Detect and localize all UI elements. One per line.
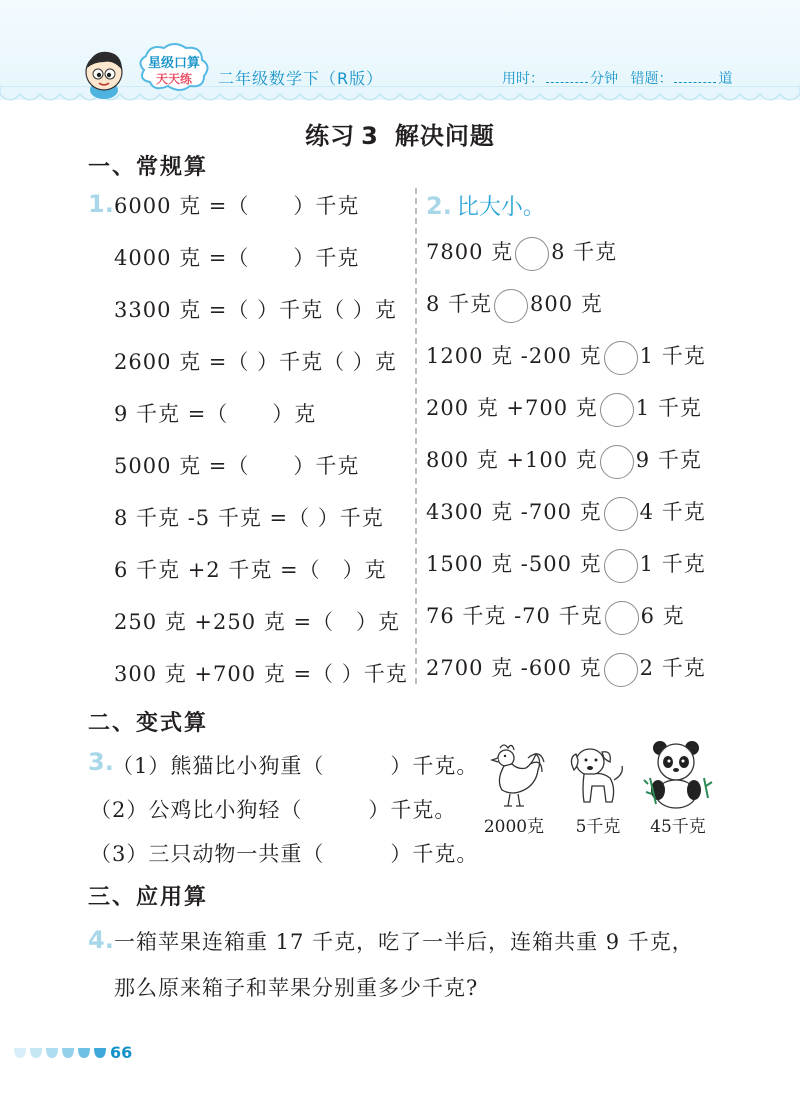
book-subtitle: 二年级数学下（R版） — [218, 69, 384, 88]
question-number-1: 1. — [88, 190, 114, 218]
page-number: 66 — [110, 1043, 133, 1062]
q1-row: 3300 克 =（ ）千克（ ）克 — [114, 298, 397, 322]
answer-circle[interactable] — [604, 549, 638, 583]
question-number-3: 3. — [88, 748, 114, 776]
q2-right: 800 克 — [530, 292, 603, 316]
q4-line-2: 那么原来箱子和苹果分别重多少千克? — [114, 976, 479, 1000]
section-heading-1: 一、常规算 — [88, 155, 209, 180]
title-prefix: 练习 — [305, 122, 356, 150]
time-unit: 分钟 — [590, 71, 618, 87]
panda-icon — [642, 738, 716, 810]
panda-weight: 45千克 — [650, 817, 706, 837]
q2-row — [426, 288, 603, 323]
answer-circle[interactable] — [604, 497, 638, 531]
rooster-weight: 2000克 — [483, 817, 545, 837]
q3-item: （3）三只动物一共重（ ）千克。 — [90, 842, 479, 866]
q2-right: 8 千克 — [551, 240, 618, 264]
section-heading-3: 三、应用算 — [88, 885, 209, 910]
page-title — [0, 116, 800, 151]
q2-label: 比大小。 — [456, 195, 545, 220]
answer-circle[interactable] — [604, 341, 638, 375]
answer-circle[interactable] — [605, 601, 639, 635]
time-error-record — [502, 68, 732, 88]
puppy-weight: 5千克 — [575, 817, 621, 837]
q2-left: 4300 克 -700 克 — [426, 500, 602, 524]
q2-left: 1200 克 -200 克 — [426, 344, 602, 368]
puppy-icon — [566, 740, 630, 810]
errors-blank — [674, 68, 716, 83]
q1-row: 6 千克 +2 千克 =（ ）克 — [114, 558, 387, 582]
q4-line-1: 一箱苹果连箱重 17 千克，吃了一半后，连箱共重 9 千克， — [114, 930, 694, 954]
q2-right: 1 千克 — [639, 344, 706, 368]
q2-row — [426, 548, 706, 583]
q2-left: 76 千克 -70 千克 — [426, 604, 603, 628]
question-number-4: 4. — [88, 926, 114, 954]
question-number-2: 2. — [426, 192, 452, 220]
q1-row: 300 克 +700 克 =（ ）千克 — [114, 662, 408, 686]
brand-logo — [134, 40, 214, 96]
q2-row — [426, 444, 702, 479]
time-label: 用时： — [502, 71, 544, 87]
q3-item: （2）公鸡比小狗轻（ ）千克。 — [90, 798, 457, 822]
q2-row — [426, 392, 702, 427]
q2-left: 8 千克 — [426, 292, 493, 316]
section-heading-2: 二、变式算 — [88, 711, 209, 736]
q2-right: 9 千克 — [635, 448, 702, 472]
errors-unit: 道 — [718, 71, 733, 87]
answer-circle[interactable] — [515, 237, 549, 271]
q2-right: 1 千克 — [639, 552, 706, 576]
q2-left: 200 克 +700 克 — [426, 396, 598, 420]
answer-circle[interactable] — [604, 653, 638, 687]
title-number: 3 — [361, 122, 379, 150]
q1-row: 250 克 +250 克 =（ ）克 — [114, 610, 401, 634]
q2-right: 2 千克 — [639, 656, 706, 680]
answer-circle[interactable] — [600, 445, 634, 479]
q1-row: 2600 克 =（ ）千克（ ）克 — [114, 350, 397, 374]
q2-row — [426, 652, 706, 687]
q2-left: 2700 克 -600 克 — [426, 656, 602, 680]
q2-right: 6 克 — [640, 604, 685, 628]
answer-circle[interactable] — [600, 393, 634, 427]
q2-right: 1 千克 — [635, 396, 702, 420]
q2-row — [426, 236, 617, 271]
time-blank — [546, 68, 588, 83]
brand-line1: 星级口算 — [147, 56, 200, 71]
q2-right: 4 千克 — [639, 500, 706, 524]
q1-row: 6000 克 =（ ）千克 — [114, 194, 360, 218]
q2-left: 7800 克 — [426, 240, 514, 264]
question-2-header — [426, 190, 545, 221]
rooster-icon — [478, 740, 548, 810]
q1-row: 5000 克 =（ ）千克 — [114, 454, 360, 478]
brand-line2: 天天练 — [155, 72, 192, 86]
q2-row — [426, 496, 706, 531]
q2-left: 1500 克 -500 克 — [426, 552, 602, 576]
answer-circle[interactable] — [494, 289, 528, 323]
q2-row — [426, 600, 685, 635]
q3-item: （1）熊猫比小狗重（ ）千克。 — [112, 754, 479, 778]
q2-row — [426, 340, 706, 375]
q1-row: 9 千克 =（ ）克 — [114, 402, 317, 426]
q1-row: 8 千克 -5 千克 =（ ）千克 — [114, 506, 384, 530]
mascot-icon — [78, 46, 134, 102]
q1-row: 4000 克 =（ ）千克 — [114, 246, 360, 270]
q2-left: 800 克 +100 克 — [426, 448, 598, 472]
column-divider — [415, 188, 417, 684]
title-topic: 解决问题 — [394, 122, 495, 150]
errors-label: 错题： — [630, 71, 673, 87]
footer-dots-decoration — [14, 1046, 108, 1060]
